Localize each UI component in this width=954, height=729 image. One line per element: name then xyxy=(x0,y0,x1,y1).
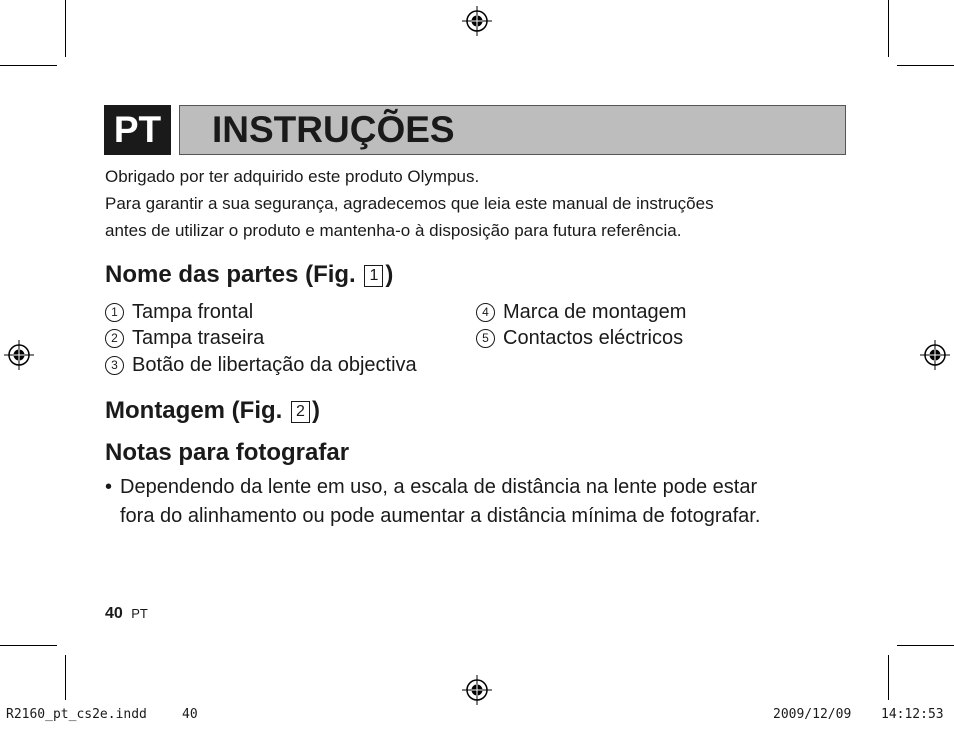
language-badge: PT xyxy=(104,105,171,155)
item-number-badge: 3 xyxy=(105,356,124,375)
list-item xyxy=(105,299,253,325)
list-item xyxy=(476,299,686,325)
mount-heading xyxy=(105,397,320,425)
item-number-badge: 2 xyxy=(105,329,124,348)
crop-mark-bottom-right-h xyxy=(897,645,954,646)
registration-mark-left-icon xyxy=(4,340,34,370)
fig-number-box: 2 xyxy=(291,401,310,423)
parts-heading-suffix: ) xyxy=(385,261,394,288)
list-item xyxy=(105,352,417,378)
list-item xyxy=(476,325,683,351)
item-label: Marca de montagem xyxy=(503,301,687,323)
item-label: Contactos eléctricos xyxy=(503,327,684,349)
page-footer xyxy=(105,605,148,623)
note-line-2: fora do alinhamento ou pode aumentar a distância mínima de fotografar. xyxy=(120,505,761,527)
intro-line-1: Obrigado por ter adquirido este produto Olympus. xyxy=(105,167,480,186)
item-number-badge: 1 xyxy=(105,303,124,322)
list-item xyxy=(105,325,264,351)
slug-date: 2009/12/09 xyxy=(773,707,852,722)
footer-lang: PT xyxy=(131,606,148,621)
crop-mark-bottom-left-v xyxy=(65,655,66,700)
page-title: INSTRUÇÕES xyxy=(212,109,455,150)
item-label: Botão de libertação da objectiva xyxy=(132,354,417,376)
crop-mark-top-right-v xyxy=(888,0,889,57)
parts-heading xyxy=(105,261,393,289)
mount-heading-text: Montagem (Fig. xyxy=(105,397,283,424)
item-number-badge: 4 xyxy=(476,303,495,322)
intro-line-2: Para garantir a sua segurança, agradecemos que leia este manual de instruções xyxy=(105,194,714,213)
registration-mark-bottom-icon xyxy=(462,675,492,705)
registration-mark-right-icon xyxy=(920,340,950,370)
note-text xyxy=(120,473,860,531)
slug-page: 40 xyxy=(182,707,198,722)
crop-mark-top-left-h xyxy=(0,65,57,66)
slug-time: 14:12:53 xyxy=(881,707,944,722)
crop-mark-top-left-v xyxy=(65,0,66,57)
crop-mark-top-right-h xyxy=(897,65,954,66)
notes-heading: Notas para fotografar xyxy=(105,439,350,466)
note-bullet: • xyxy=(105,476,113,498)
item-label: Tampa traseira xyxy=(132,327,265,349)
item-number-badge: 5 xyxy=(476,329,495,348)
mount-heading-suffix: ) xyxy=(312,397,320,424)
note-line-1: Dependendo da lente em uso, a escala de distância na lente pode estar xyxy=(120,476,758,498)
item-label: Tampa frontal xyxy=(132,301,254,323)
intro-text xyxy=(105,163,865,244)
registration-mark-top-icon xyxy=(462,6,492,36)
slug-file: R2160_pt_cs2e.indd xyxy=(6,707,147,722)
page-number: 40 xyxy=(105,605,123,622)
intro-line-3: antes de utilizar o produto e mantenha-o à disposição para futura referência. xyxy=(105,221,682,240)
crop-mark-bottom-left-h xyxy=(0,645,57,646)
parts-heading-text: Nome das partes (Fig. xyxy=(105,261,356,288)
fig-number-box: 1 xyxy=(364,265,383,287)
crop-mark-bottom-right-v xyxy=(888,655,889,700)
